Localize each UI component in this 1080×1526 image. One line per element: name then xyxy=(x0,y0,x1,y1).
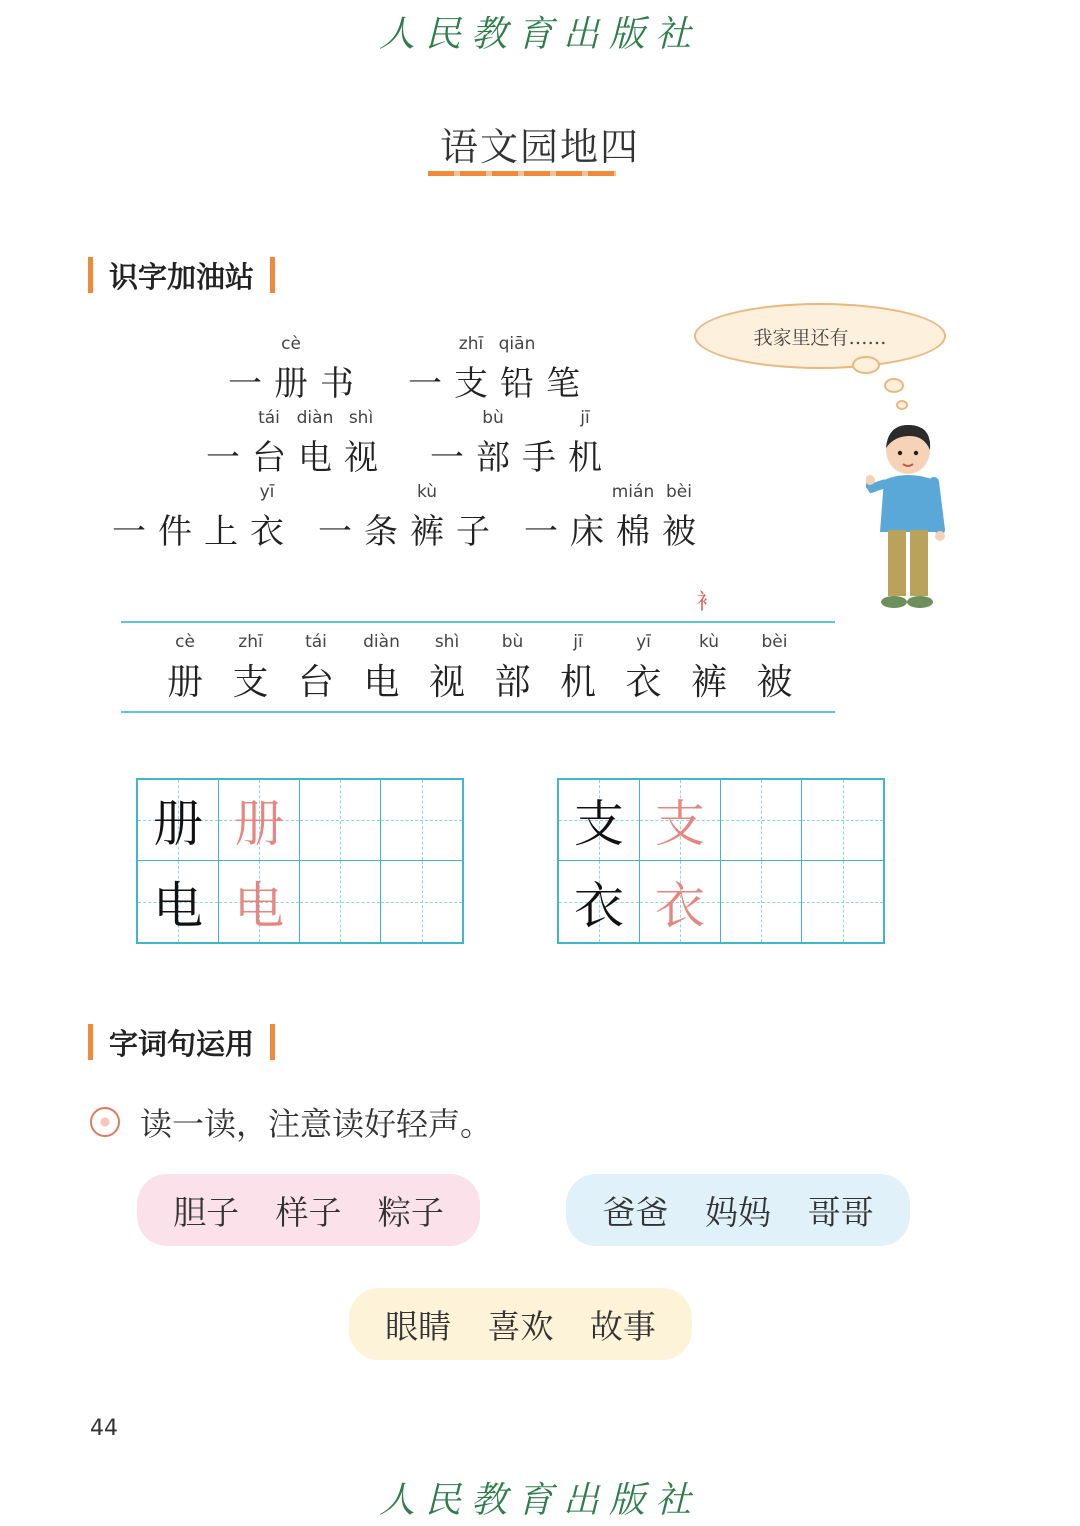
model-character: 册 xyxy=(153,795,203,853)
neutral-tone-word: 粽子 xyxy=(377,1192,444,1232)
pinyin: qiān xyxy=(498,334,536,354)
heading-bar-right xyxy=(270,257,275,293)
character-with-pinyin xyxy=(228,632,274,702)
model-character: 支 xyxy=(574,795,624,853)
character-with-pinyin xyxy=(450,482,496,552)
pinyin: kù xyxy=(698,632,720,652)
character-with-pinyin xyxy=(152,482,198,552)
hanzi: 上 xyxy=(204,512,238,552)
pinyin: diàn xyxy=(363,632,400,652)
writing-grid-left xyxy=(136,778,464,944)
publisher-logo-top: 人民教育出版社 xyxy=(378,14,701,55)
writing-cell xyxy=(559,861,640,942)
neutral-tone-word: 喜欢 xyxy=(487,1306,554,1346)
hanzi: 条 xyxy=(364,512,398,552)
heading-bar-left xyxy=(88,257,93,293)
neutral-tone-word: 胆子 xyxy=(173,1192,240,1232)
character-with-pinyin xyxy=(338,408,384,478)
hanzi: 棉 xyxy=(616,512,650,552)
model-character: 电 xyxy=(153,876,203,935)
word-box-pink xyxy=(137,1174,480,1246)
hanzi: 一 xyxy=(524,512,558,552)
hanzi: 裤 xyxy=(410,512,444,552)
writing-cell[interactable] xyxy=(802,780,883,861)
trace-character: 衣 xyxy=(655,876,705,935)
new-characters-row xyxy=(150,632,810,702)
thought-dot-small xyxy=(896,400,908,410)
hanzi: 支 xyxy=(232,662,269,703)
hanzi: 被 xyxy=(662,512,696,552)
section-heading-literacy xyxy=(88,255,275,295)
heading-bar-right xyxy=(270,1024,275,1060)
character-with-pinyin xyxy=(752,632,798,702)
radical-note: 衤 xyxy=(696,590,719,615)
character-with-pinyin xyxy=(424,632,470,702)
pinyin: tái xyxy=(258,408,280,428)
thought-dot-large xyxy=(852,356,880,374)
publisher-logo-bottom: 人民教育出版社 xyxy=(378,1480,701,1521)
hanzi: 册 xyxy=(274,364,308,404)
pinyin: diàn xyxy=(296,408,334,428)
hanzi: 被 xyxy=(756,662,793,703)
character-with-pinyin xyxy=(656,482,702,552)
hanzi: 子 xyxy=(456,512,490,552)
hanzi: 视 xyxy=(344,438,378,478)
writing-cell xyxy=(559,780,640,861)
writing-cell xyxy=(640,861,721,942)
pinyin: shì xyxy=(434,632,460,652)
lesson-title: 语文园地四 xyxy=(439,125,640,169)
hanzi: 支 xyxy=(454,364,488,404)
character-with-pinyin xyxy=(518,482,564,552)
character-with-pinyin xyxy=(293,632,339,702)
writing-cell[interactable] xyxy=(721,861,802,942)
reading-instruction xyxy=(90,1102,492,1142)
writing-cell xyxy=(640,780,721,861)
pinyin: jī xyxy=(580,408,590,428)
rule-line-top xyxy=(121,621,835,623)
pinyin: yī xyxy=(259,482,275,502)
writing-cell[interactable] xyxy=(381,780,462,861)
hanzi: 一 xyxy=(408,364,442,404)
writing-cell xyxy=(138,861,219,942)
writing-cell[interactable] xyxy=(381,861,462,942)
hanzi: 一 xyxy=(112,512,146,552)
trace-character: 册 xyxy=(234,795,284,853)
hanzi: 裤 xyxy=(690,662,727,703)
pinyin: mián xyxy=(611,482,655,502)
hanzi: 机 xyxy=(568,438,602,478)
pinyin: kù xyxy=(416,482,438,502)
hanzi: 件 xyxy=(158,512,192,552)
character-with-pinyin xyxy=(470,408,516,478)
character-with-pinyin xyxy=(404,482,450,552)
thought-dot-medium xyxy=(884,378,904,393)
pinyin: bù xyxy=(482,408,504,428)
trace-character: 电 xyxy=(234,876,284,935)
section-heading-usage xyxy=(88,1022,275,1062)
rule-line-bottom xyxy=(121,711,835,713)
writing-cell[interactable] xyxy=(300,861,381,942)
pinyin: cè xyxy=(281,334,301,354)
character-with-pinyin xyxy=(359,632,405,702)
character-with-pinyin xyxy=(621,632,667,702)
trace-character: 支 xyxy=(655,795,705,853)
pinyin: jī xyxy=(573,632,583,652)
heading-bar-left xyxy=(88,1024,93,1060)
hanzi: 册 xyxy=(166,662,203,703)
title-underline xyxy=(428,171,616,176)
hanzi: 部 xyxy=(494,662,531,703)
writing-cell[interactable] xyxy=(300,780,381,861)
hanzi: 台 xyxy=(297,662,334,703)
pinyin: shì xyxy=(348,408,374,428)
writing-cell xyxy=(219,780,300,861)
pinyin: bù xyxy=(501,632,524,652)
page-number: 44 xyxy=(90,1416,118,1441)
neutral-tone-word: 妈妈 xyxy=(704,1192,771,1232)
character-with-pinyin xyxy=(686,632,732,702)
hanzi: 一 xyxy=(228,364,262,404)
hanzi: 一 xyxy=(206,438,240,478)
character-with-pinyin xyxy=(268,334,314,404)
speech-bubble xyxy=(694,303,946,369)
read-aloud-icon xyxy=(90,1107,120,1137)
hanzi: 书 xyxy=(320,364,354,404)
hanzi: 电 xyxy=(363,662,400,703)
hanzi: 床 xyxy=(570,512,604,552)
hanzi: 机 xyxy=(559,662,596,703)
hanzi: 部 xyxy=(476,438,510,478)
writing-cell xyxy=(219,861,300,942)
character-with-pinyin xyxy=(494,334,540,404)
neutral-tone-word: 样子 xyxy=(275,1192,342,1232)
hanzi: 衣 xyxy=(625,662,662,703)
pinyin: yī xyxy=(636,632,651,652)
pinyin: zhī xyxy=(238,632,263,652)
neutral-tone-word: 故事 xyxy=(589,1306,656,1346)
speech-bubble-text: 我家里还有…… xyxy=(753,326,887,349)
pinyin: cè xyxy=(175,632,195,652)
neutral-tone-word: 眼睛 xyxy=(385,1306,452,1346)
neutral-tone-word: 爸爸 xyxy=(602,1192,669,1232)
character-with-pinyin xyxy=(106,482,152,552)
character-with-pinyin xyxy=(162,632,208,702)
hanzi: 铅 xyxy=(500,364,534,404)
hanzi: 衣 xyxy=(250,512,284,552)
pinyin: bèi xyxy=(761,632,788,652)
hanzi: 一 xyxy=(430,438,464,478)
hanzi: 台 xyxy=(252,438,286,478)
section-heading-text: 字词句运用 xyxy=(109,1026,255,1061)
hanzi: 视 xyxy=(428,662,465,703)
writing-cell[interactable] xyxy=(802,861,883,942)
word-box-blue xyxy=(566,1174,910,1246)
character-with-pinyin xyxy=(490,632,536,702)
pinyin: tái xyxy=(305,632,327,652)
character-with-pinyin xyxy=(540,334,586,404)
boy-illustration xyxy=(866,420,946,615)
word-box-yellow xyxy=(349,1288,692,1360)
writing-grid-right xyxy=(557,778,885,944)
model-character: 衣 xyxy=(574,876,624,935)
writing-cell[interactable] xyxy=(721,780,802,861)
character-with-pinyin xyxy=(244,482,290,552)
neutral-tone-word: 哥哥 xyxy=(807,1192,874,1232)
writing-cell xyxy=(138,780,219,861)
pinyin: zhī xyxy=(458,334,484,354)
character-with-pinyin xyxy=(312,482,358,552)
hanzi: 一 xyxy=(318,512,352,552)
hanzi: 电 xyxy=(298,438,332,478)
character-with-pinyin xyxy=(314,334,360,404)
section-heading-text: 识字加油站 xyxy=(109,259,255,294)
character-with-pinyin xyxy=(555,632,601,702)
pinyin: bèi xyxy=(666,482,692,502)
character-with-pinyin xyxy=(562,408,608,478)
hanzi: 手 xyxy=(522,438,556,478)
instruction-text: 读一读，注意读好轻声。 xyxy=(140,1105,493,1143)
hanzi: 笔 xyxy=(546,364,580,404)
